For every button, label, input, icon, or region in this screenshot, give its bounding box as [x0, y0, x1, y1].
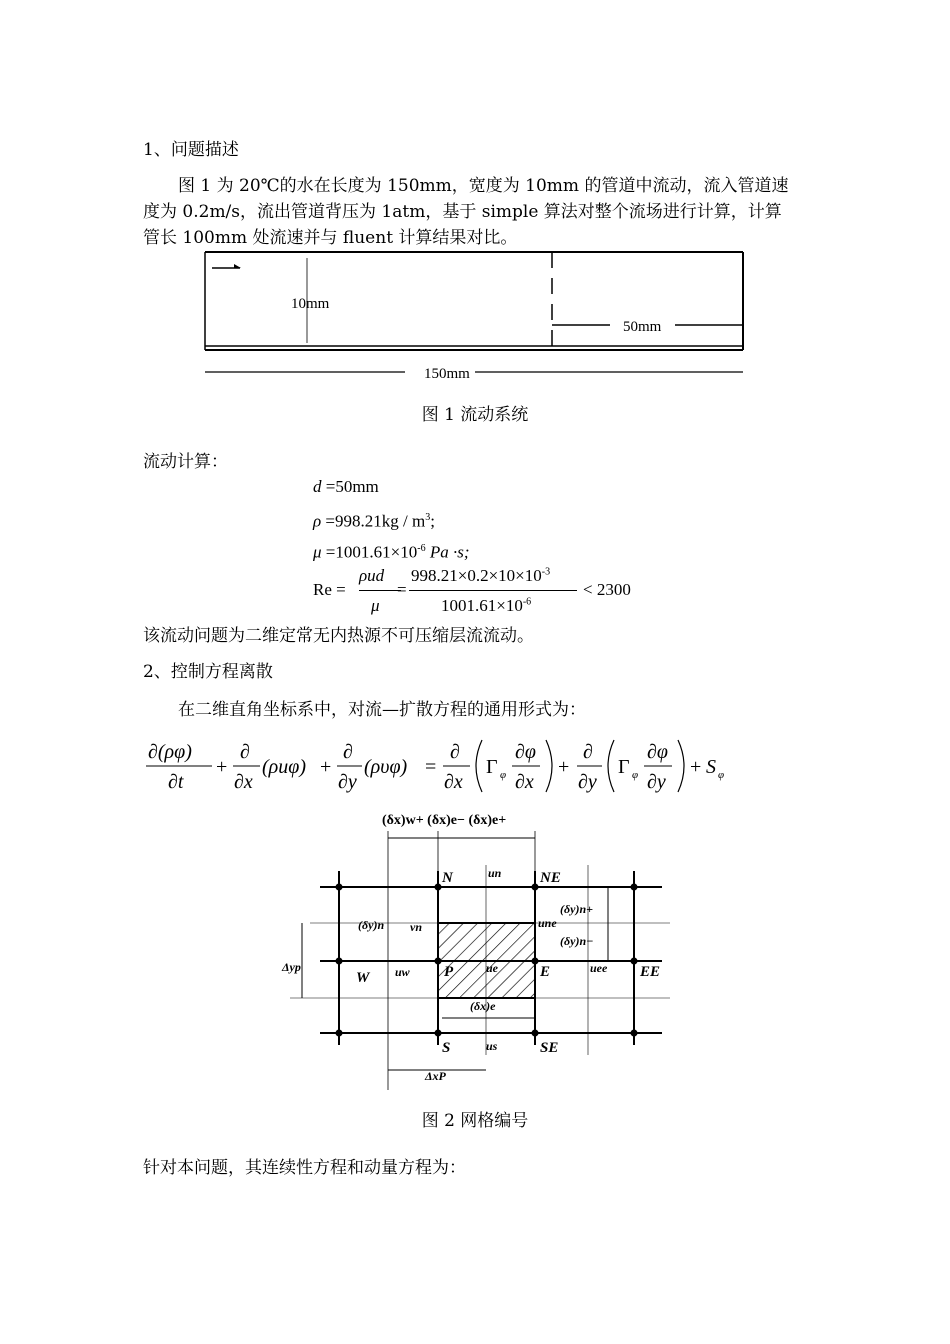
figure-1-flow-system	[200, 248, 750, 383]
closing-line: 针对本问题，其连续性方程和动量方程为：	[143, 1158, 466, 1178]
eq-density: $\rho =998.21kg / m^3$;	[313, 511, 435, 531]
svg-text:∂y: ∂y	[647, 771, 666, 793]
flow-classification: 该流动问题为二维定常无内热源不可压缩层流流动。	[143, 626, 534, 646]
svg-text:∂(ρφ): ∂(ρφ)	[148, 741, 192, 763]
svg-text:EE: EE	[640, 964, 661, 980]
paragraph-line-3: 管长 100mm 处流速并与 fluent 计算结果对比。	[143, 228, 518, 248]
label-150mm: 150mm	[424, 366, 470, 382]
svg-text:S: S	[442, 1040, 451, 1056]
svg-text:∂t: ∂t	[168, 771, 184, 793]
svg-text:∂φ: ∂φ	[515, 741, 536, 763]
svg-text:∂: ∂	[583, 741, 593, 763]
svg-text:+: +	[558, 756, 570, 778]
svg-text:∂x: ∂x	[515, 771, 534, 793]
svg-text:+: +	[216, 756, 228, 778]
svg-text:uw: uw	[395, 965, 410, 979]
svg-text:Δyp: Δyp	[282, 960, 301, 974]
svg-text:=: =	[425, 756, 437, 778]
svg-text:Γ: Γ	[486, 756, 498, 778]
svg-text:N: N	[442, 870, 453, 886]
svg-text:NE: NE	[540, 870, 561, 886]
svg-text:P: P	[444, 964, 454, 980]
svg-text:(ρuφ): (ρuφ)	[262, 756, 306, 778]
calc-heading: 流动计算：	[143, 452, 228, 472]
svg-text:∂φ: ∂φ	[647, 741, 668, 763]
svg-text:W: W	[356, 970, 370, 986]
svg-text:∂x: ∂x	[444, 771, 463, 793]
svg-text:Γ: Γ	[618, 756, 630, 778]
eq-viscosity: $\mu =1001.61\times 10^{-6}$ Pa ·s;	[313, 542, 470, 562]
eq-diameter: d =50mm	[313, 477, 379, 496]
svg-text:φ: φ	[632, 769, 639, 781]
svg-text:E: E	[540, 964, 551, 980]
svg-text:us: us	[486, 1039, 498, 1053]
section-2-intro: 在二维直角坐标系中，对流—扩散方程的通用形式为：	[178, 700, 586, 720]
svg-text:S: S	[706, 756, 716, 778]
svg-text:SE: SE	[540, 1040, 559, 1056]
figure-2-caption: 图 2 网格编号	[421, 1111, 529, 1131]
figure-1-caption: 图 1 流动系统	[421, 405, 529, 425]
svg-text:∂x: ∂x	[234, 771, 253, 793]
svg-text:∂y: ∂y	[578, 771, 597, 793]
paragraph-line-1: 图 1 为 20℃的水在长度为 150mm，宽度为 10mm 的管道中流动，流入管道速	[178, 176, 789, 196]
eq-reynolds: Re = ρud μ = $998.21\times 0.2\times 10\times 10^{-3}$ $1001.61\times 10^{-6}$ < 2300	[313, 566, 631, 615]
svg-text:ue: ue	[486, 961, 498, 975]
svg-text:(δy)n: (δy)n	[358, 918, 385, 932]
svg-text:un: un	[488, 866, 502, 880]
svg-text:(ρυφ): (ρυφ)	[364, 756, 408, 778]
convection-diffusion-equation	[140, 736, 740, 798]
svg-text:uee: uee	[590, 961, 608, 975]
svg-text:+: +	[690, 756, 702, 778]
svg-text:∂y: ∂y	[338, 771, 357, 793]
svg-text:une: une	[538, 916, 557, 930]
svg-text:∂: ∂	[343, 741, 353, 763]
svg-text:∂: ∂	[240, 741, 250, 763]
svg-text:φ: φ	[718, 769, 725, 781]
svg-text:ΔxP: ΔxP	[425, 1069, 446, 1083]
section-1-heading: 1、问题描述	[143, 140, 239, 160]
width-label: 10mm	[291, 296, 330, 312]
svg-text:(δx)e: (δx)e	[470, 999, 496, 1013]
svg-text:(δy)n−: (δy)n−	[560, 934, 594, 948]
svg-text:(δy)n+: (δy)n+	[560, 902, 593, 916]
top-interval-label: (δx)w+ (δx)e− (δx)e+	[382, 813, 507, 828]
svg-text:vn: vn	[410, 920, 422, 934]
inlet-arrow-icon	[212, 264, 241, 268]
svg-text:+: +	[320, 756, 332, 778]
section-2-heading: 2、控制方程离散	[143, 662, 273, 682]
paragraph-line-2: 度为 0.2m/s，流出管道背压为 1atm，基于 simple 算法对整个流场进行计算，计算	[143, 202, 782, 222]
label-50mm: 50mm	[623, 319, 662, 335]
svg-text:∂: ∂	[450, 741, 460, 763]
svg-text:φ: φ	[500, 769, 507, 781]
figure-2-grid-numbering	[270, 805, 690, 1090]
